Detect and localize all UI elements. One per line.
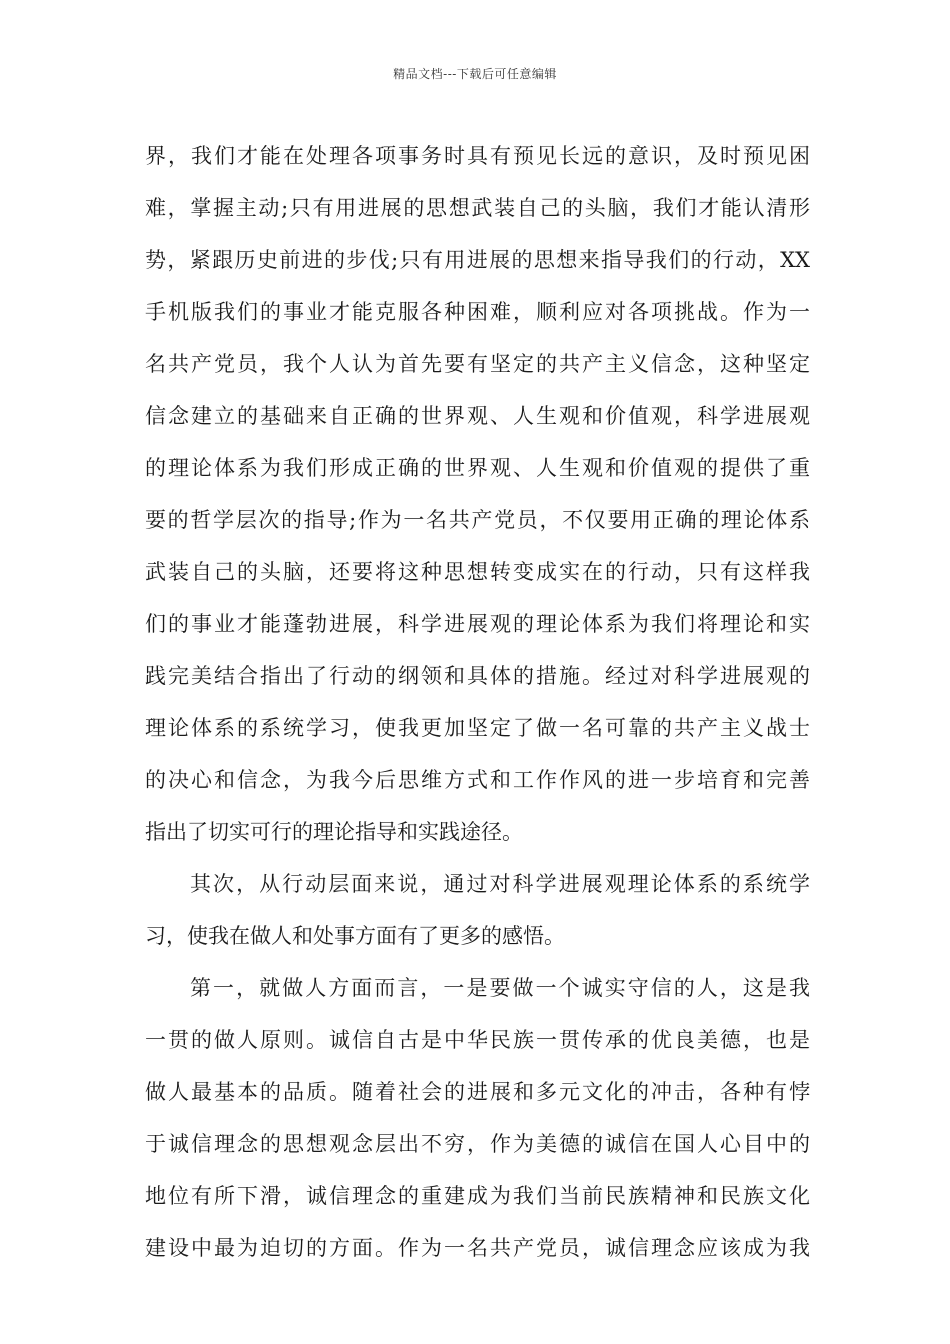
paragraph-first-line: 其次，从行动层面来说，通过对科学进展观理论体系的系统学 bbox=[190, 872, 810, 896]
text-line: 地位有所下滑，诚信理念的重建成为我们当前民族精神和民族文化 bbox=[145, 1184, 810, 1208]
text-line: 习，使我在做人和处事方面有了更多的感悟。 bbox=[145, 924, 565, 948]
text-line: 手机版我们的事业才能克服各种困难，顺利应对各项挑战。作为一 bbox=[145, 300, 810, 324]
text-line: 的理论体系为我们形成正确的世界观、人生观和价值观的提供了重 bbox=[145, 456, 810, 480]
paragraph-first-line: 第一，就做人方面而言，一是要做一个诚实守信的人，这是我 bbox=[190, 976, 810, 1000]
text-line: 于诚信理念的思想观念层出不穷，作为美德的诚信在国人心目中的 bbox=[145, 1132, 810, 1156]
page-header: 精品文档---下载后可任意编辑 bbox=[393, 67, 557, 81]
text-line: 践完美结合指出了行动的纲领和具体的措施。经过对科学进展观的 bbox=[145, 664, 810, 688]
text-line: 武装自己的头脑，还要将这种思想转变成实在的行动，只有这样我 bbox=[145, 560, 810, 584]
text-line: 的决心和信念，为我今后思维方式和工作作风的进一步培育和完善 bbox=[145, 768, 810, 792]
text-line: 要的哲学层次的指导;作为一名共产党员，不仅要用正确的理论体系 bbox=[145, 508, 810, 532]
text-line: 做人最基本的品质。随着社会的进展和多元文化的冲击，各种有悖 bbox=[145, 1080, 810, 1104]
text-line: 势，紧跟历史前进的步伐;只有用进展的思想来指导我们的行动，XX bbox=[145, 248, 810, 272]
text-line: 一贯的做人原则。诚信自古是中华民族一贯传承的优良美德，也是 bbox=[145, 1028, 810, 1052]
document-body bbox=[145, 130, 810, 1274]
text-line: 建设中最为迫切的方面。作为一名共产党员，诚信理念应该成为我 bbox=[145, 1236, 810, 1260]
text-line: 们的事业才能蓬勃进展，科学进展观的理论体系为我们将理论和实 bbox=[145, 612, 810, 636]
text-line: 指出了切实可行的理论指导和实践途径。 bbox=[145, 820, 523, 844]
text-line: 名共产党员，我个人认为首先要有坚定的共产主义信念，这种坚定 bbox=[145, 352, 810, 376]
text-line: 理论体系的系统学习，使我更加坚定了做一名可靠的共产主义战士 bbox=[145, 716, 810, 740]
text-line: 难，掌握主动;只有用进展的思想武装自己的头脑，我们才能认清形 bbox=[145, 196, 810, 220]
text-line: 界，我们才能在处理各项事务时具有预见长远的意识，及时预见困 bbox=[145, 144, 810, 168]
text-line: 信念建立的基础来自正确的世界观、人生观和价值观，科学进展观 bbox=[145, 404, 810, 428]
